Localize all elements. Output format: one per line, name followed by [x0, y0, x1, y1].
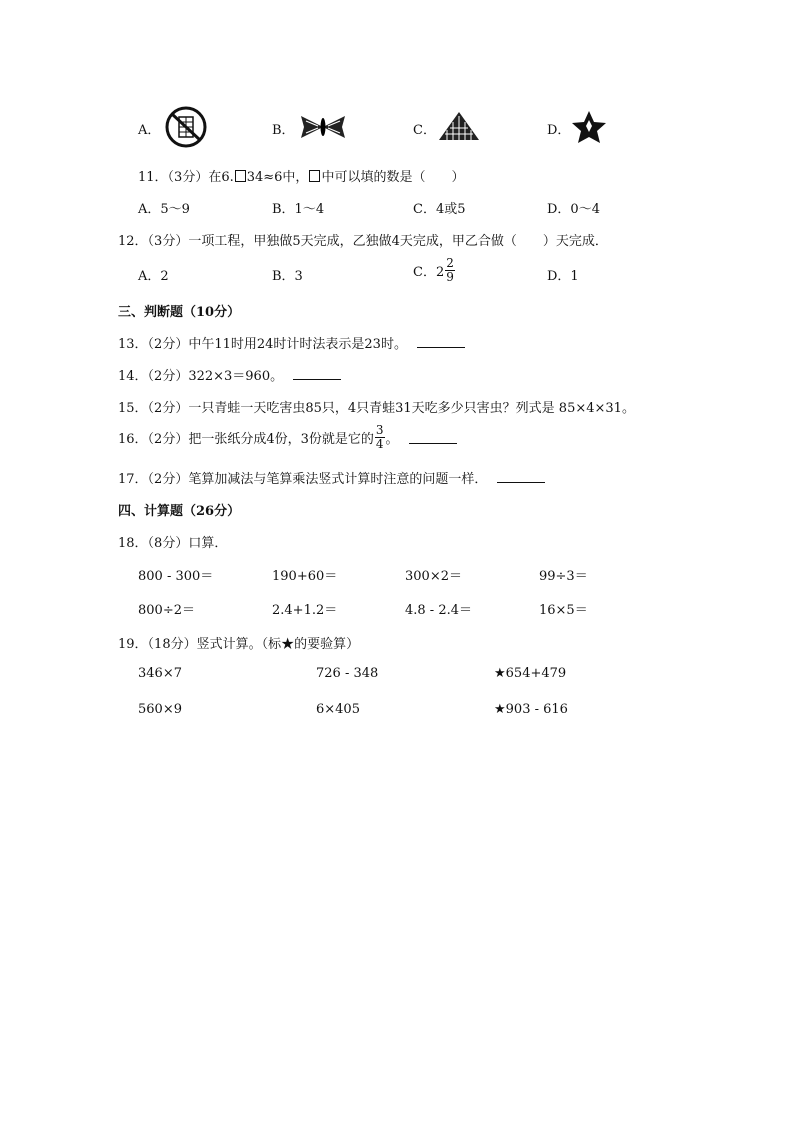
q14-text: 14．（2分）322×3＝960。 [118, 369, 284, 384]
q19-item: ★654+479 [494, 666, 567, 681]
q11-option-c: C．4或5 [413, 202, 466, 217]
q12-option-c [413, 257, 456, 284]
fraction-denominator: 9 [446, 270, 454, 284]
q18-item: 800 - 300＝ [138, 569, 214, 584]
question-19: 19．（18分）竖式计算。（标★的要验算） [118, 637, 360, 652]
fraction-denominator: 4 [375, 437, 384, 451]
question-13 [118, 333, 465, 352]
question-18: 18．（8分）口算． [118, 536, 228, 551]
q10-option-c-label: C． [413, 123, 436, 138]
question-12: 12．（3分）一项工程，甲独做5天完成，乙独做4天完成，甲乙合做（ ）天完成． [118, 234, 608, 249]
q19-item: 346×7 [138, 666, 182, 681]
q19-item: 726 - 348 [316, 666, 379, 681]
question-14 [118, 365, 341, 384]
question-16 [118, 424, 457, 451]
butterfly-icon [298, 113, 348, 141]
q12-option-c-fraction [445, 257, 455, 284]
star-flower-icon [571, 110, 607, 144]
q10-option-a-label: A． [138, 123, 161, 138]
q19-item: 6×405 [316, 702, 360, 717]
q18-item: 4.8 - 2.4＝ [405, 603, 473, 618]
q12-option-a: A．2 [138, 269, 169, 284]
q18-item: 300×2＝ [405, 569, 462, 584]
q18-item: 16×5＝ [539, 603, 588, 618]
question-11 [138, 166, 464, 185]
answer-blank[interactable] [417, 335, 465, 348]
q18-item: 2.4+1.2＝ [272, 603, 338, 618]
section-4-title: 四、计算题（26分） [118, 504, 241, 519]
q16-fraction [375, 424, 385, 451]
fraction-numerator: 3 [375, 423, 384, 437]
no-sign-icon [163, 106, 209, 148]
q16-text-suffix: 。 [385, 432, 399, 447]
q10-option-d-label: D． [547, 123, 571, 138]
q18-item: 99÷3＝ [539, 569, 588, 584]
blank-box [309, 170, 320, 182]
triangle-pattern-icon [437, 110, 481, 142]
q17-text: 17．（2分）笔算加减法与笔算乘法竖式计算时注意的问题一样． [118, 472, 488, 487]
question-17 [118, 468, 545, 487]
q11-text-suffix2: 中可以填的数是（ ） [321, 170, 465, 185]
blank-box [235, 170, 246, 182]
answer-blank[interactable] [409, 431, 457, 444]
fraction-numerator: 2 [446, 256, 454, 270]
q11-option-d: D．0～4 [547, 202, 600, 217]
q12-option-d: D．1 [547, 269, 579, 284]
q16-text-prefix: 16．（2分）把一张纸分成4份，3份就是它的 [118, 432, 374, 447]
q11-option-a: A．5～9 [138, 202, 190, 217]
q19-item: 560×9 [138, 702, 182, 717]
q12-option-b: B．3 [272, 269, 303, 284]
answer-blank[interactable] [497, 470, 545, 483]
q10-option-b-label: B． [272, 123, 295, 138]
q11-text-prefix: 11．（3分）在6. [138, 170, 234, 185]
q11-text-suffix: 34≈6中， [246, 170, 309, 185]
answer-blank[interactable] [293, 367, 341, 380]
question-15: 15．（2分）一只青蛙一天吃害虫85只，4只青蛙31天吃多少只害虫？列式是 85×4×31。 [118, 401, 635, 416]
q18-item: 800÷2＝ [138, 603, 195, 618]
q13-text: 13．（2分）中午11时用24时计时法表示是23时。 [118, 337, 407, 352]
q12-option-c-prefix: C．2 [413, 265, 445, 280]
section-3-title: 三、判断题（10分） [118, 305, 241, 320]
q19-item: ★903 - 616 [494, 702, 568, 717]
q18-item: 190+60＝ [272, 569, 338, 584]
q11-option-b: B．1～4 [272, 202, 325, 217]
